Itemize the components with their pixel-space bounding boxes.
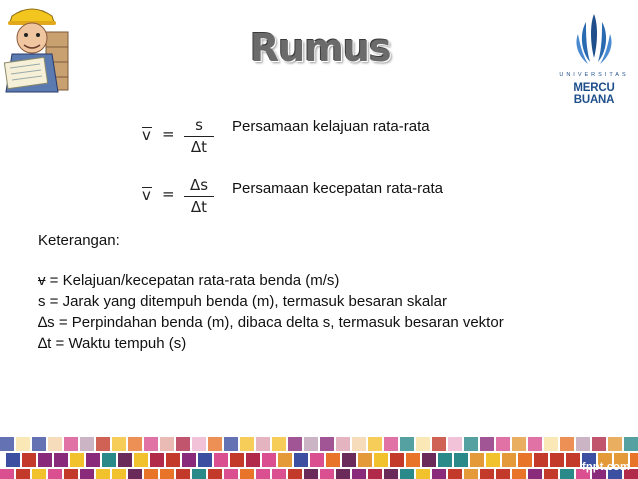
mosaic-tile [96,437,110,451]
mosaic-tile [102,453,116,467]
mosaic-tile [464,469,478,479]
formula-average-speed [142,116,222,160]
formula-numerator: Δs [189,176,209,194]
formula-numerator: s [195,116,203,134]
mosaic-tile [518,453,532,467]
formula-description-velocity: Persamaan kecepatan rata-rata [232,180,443,197]
logo-university-label: UNIVERSITAS [559,72,629,78]
mosaic-tile [400,469,414,479]
mosaic-tile [544,469,558,479]
definition-item [38,292,628,313]
mosaic-tile [70,453,84,467]
fraction-line [184,196,214,197]
mercu-buana-emblem-icon [570,12,618,70]
mosaic-tile [224,469,238,479]
mosaic-tile [464,437,478,451]
mosaic-tile [416,437,430,451]
mosaic-tile [288,437,302,451]
mosaic-tile [192,469,206,479]
mosaic-tile [336,469,350,479]
formula-lhs: v [142,126,151,144]
mosaic-tile [192,437,206,451]
mosaic-tile [38,453,52,467]
mosaic-tile [240,437,254,451]
mosaic-tile [534,453,548,467]
mosaic-tile [96,469,110,479]
mosaic-tile [128,437,142,451]
mosaic-tile [502,453,516,467]
mosaic-tile [112,469,126,479]
mosaic-tile [182,453,196,467]
formula-equals: = [162,185,175,203]
mosaic-tile [550,453,564,467]
mosaic-tile [352,469,366,479]
mosaic-tile [560,469,574,479]
mosaic-tile [0,437,14,451]
mosaic-tile [32,469,46,479]
mosaic-tile [134,453,148,467]
mosaic-tile [512,469,526,479]
mosaic-tile [214,453,228,467]
mosaic-tile [608,437,622,451]
mosaic-tile [406,453,420,467]
mosaic-tile [438,453,452,467]
definition-item [38,271,628,292]
definition-symbol: ∆s [38,314,55,331]
mosaic-tile [326,453,340,467]
mascot-illustration [2,2,72,94]
mosaic-tile [566,453,580,467]
mosaic-tile [176,437,190,451]
mosaic-tile [208,437,222,451]
mosaic-tile [198,453,212,467]
definition-symbol: v [38,272,46,289]
mosaic-tile [528,437,542,451]
mosaic-tile [630,453,638,467]
mosaic-tile [486,453,500,467]
mosaic-tile [416,469,430,479]
mosaic-tile [208,469,222,479]
mosaic-tile [342,453,356,467]
mosaic-tile [160,437,174,451]
mosaic-tile [294,453,308,467]
mosaic-tile [576,437,590,451]
mosaic-tile [358,453,372,467]
mosaic-tile [48,437,62,451]
mosaic-tile [304,469,318,479]
mosaic-tile [86,453,100,467]
mosaic-tile [336,437,350,451]
watermark: fppt.com [582,461,631,473]
mosaic-tile [374,453,388,467]
title-block [250,26,390,72]
mosaic-tile [512,437,526,451]
mosaic-tile [262,453,276,467]
formula-denominator: Δt [190,198,208,216]
mosaic-tile [368,437,382,451]
mosaic-tile [432,437,446,451]
mosaic-tile [448,469,462,479]
keterangan-heading: Keterangan: [38,232,120,249]
mosaic-tile [166,453,180,467]
definition-text: = Kelajuan/kecepatan rata-rata benda (m/s) [45,272,340,289]
mosaic-tile [22,453,36,467]
mosaic-tile [246,453,260,467]
mosaic-tile [304,437,318,451]
definition-item [38,334,628,355]
mosaic-tile [80,469,94,479]
mosaic-tile [496,469,510,479]
mosaic-tile [592,437,606,451]
mosaic-tile [64,437,78,451]
mosaic-tile [272,469,286,479]
mosaic-tile [256,437,270,451]
mosaic-tile [54,453,68,467]
mosaic-tile [560,437,574,451]
logo-university-name: MERCU BUANA [573,82,615,106]
definition-symbol: ∆t [38,335,52,352]
mosaic-tile [422,453,436,467]
mosaic-tile [454,453,468,467]
mosaic-tile [160,469,174,479]
mosaic-tile [224,437,238,451]
mosaic-tile [112,437,126,451]
mosaic-tile [320,469,334,479]
mosaic-tile [118,453,132,467]
mosaic-tile [470,453,484,467]
mosaic-tile [384,437,398,451]
mosaic-tile [16,469,30,479]
mosaic-tile [528,469,542,479]
mosaic-tile [384,469,398,479]
mosaic-tile [390,453,404,467]
mosaic-tile [144,469,158,479]
formula-description-speed: Persamaan kelajuan rata-rata [232,118,430,135]
mosaic-tile [176,469,190,479]
mosaic-tile [310,453,324,467]
mosaic-tile [480,469,494,479]
mosaic-tile [256,469,270,479]
mosaic-tile [624,437,638,451]
decorative-mosaic-footer [0,436,638,479]
mosaic-tile [288,469,302,479]
mosaic-tile [496,437,510,451]
mosaic-tile [16,437,30,451]
mosaic-tile [368,469,382,479]
page-title: Rumus [250,26,391,70]
mosaic-tile [32,437,46,451]
formula-lhs: v [142,186,151,204]
mosaic-tile [432,469,446,479]
mosaic-tile [144,437,158,451]
mosaic-tile [400,437,414,451]
definitions-list [38,271,628,355]
mosaic-tile [128,469,142,479]
fraction-line [184,136,214,137]
mosaic-tile [272,437,286,451]
mosaic-tile [80,437,94,451]
mosaic-tile [64,469,78,479]
mosaic-tile [48,469,62,479]
mosaic-tile [278,453,292,467]
mosaic-tile [320,437,334,451]
mosaic-tile [240,469,254,479]
definition-text: = Waktu tempuh (s) [51,335,187,352]
mosaic-tile [544,437,558,451]
mosaic-tile [230,453,244,467]
definition-text: = Jarak yang ditempuh benda (m), termasuk besaran skalar [45,293,447,310]
definition-text: = Perpindahan benda (m), dibaca delta s, termasuk besaran vektor [54,314,504,331]
mosaic-tile [150,453,164,467]
university-logo [552,12,636,106]
definition-item [38,313,628,334]
mosaic-tile [352,437,366,451]
definition-symbol: s [38,293,46,310]
mosaic-tile [6,453,20,467]
mosaic-tile [0,469,14,479]
formula-equals: = [162,125,175,143]
formula-average-velocity [142,176,222,220]
formula-denominator: Δt [190,138,208,156]
mosaic-tile [480,437,494,451]
mosaic-tile [448,437,462,451]
